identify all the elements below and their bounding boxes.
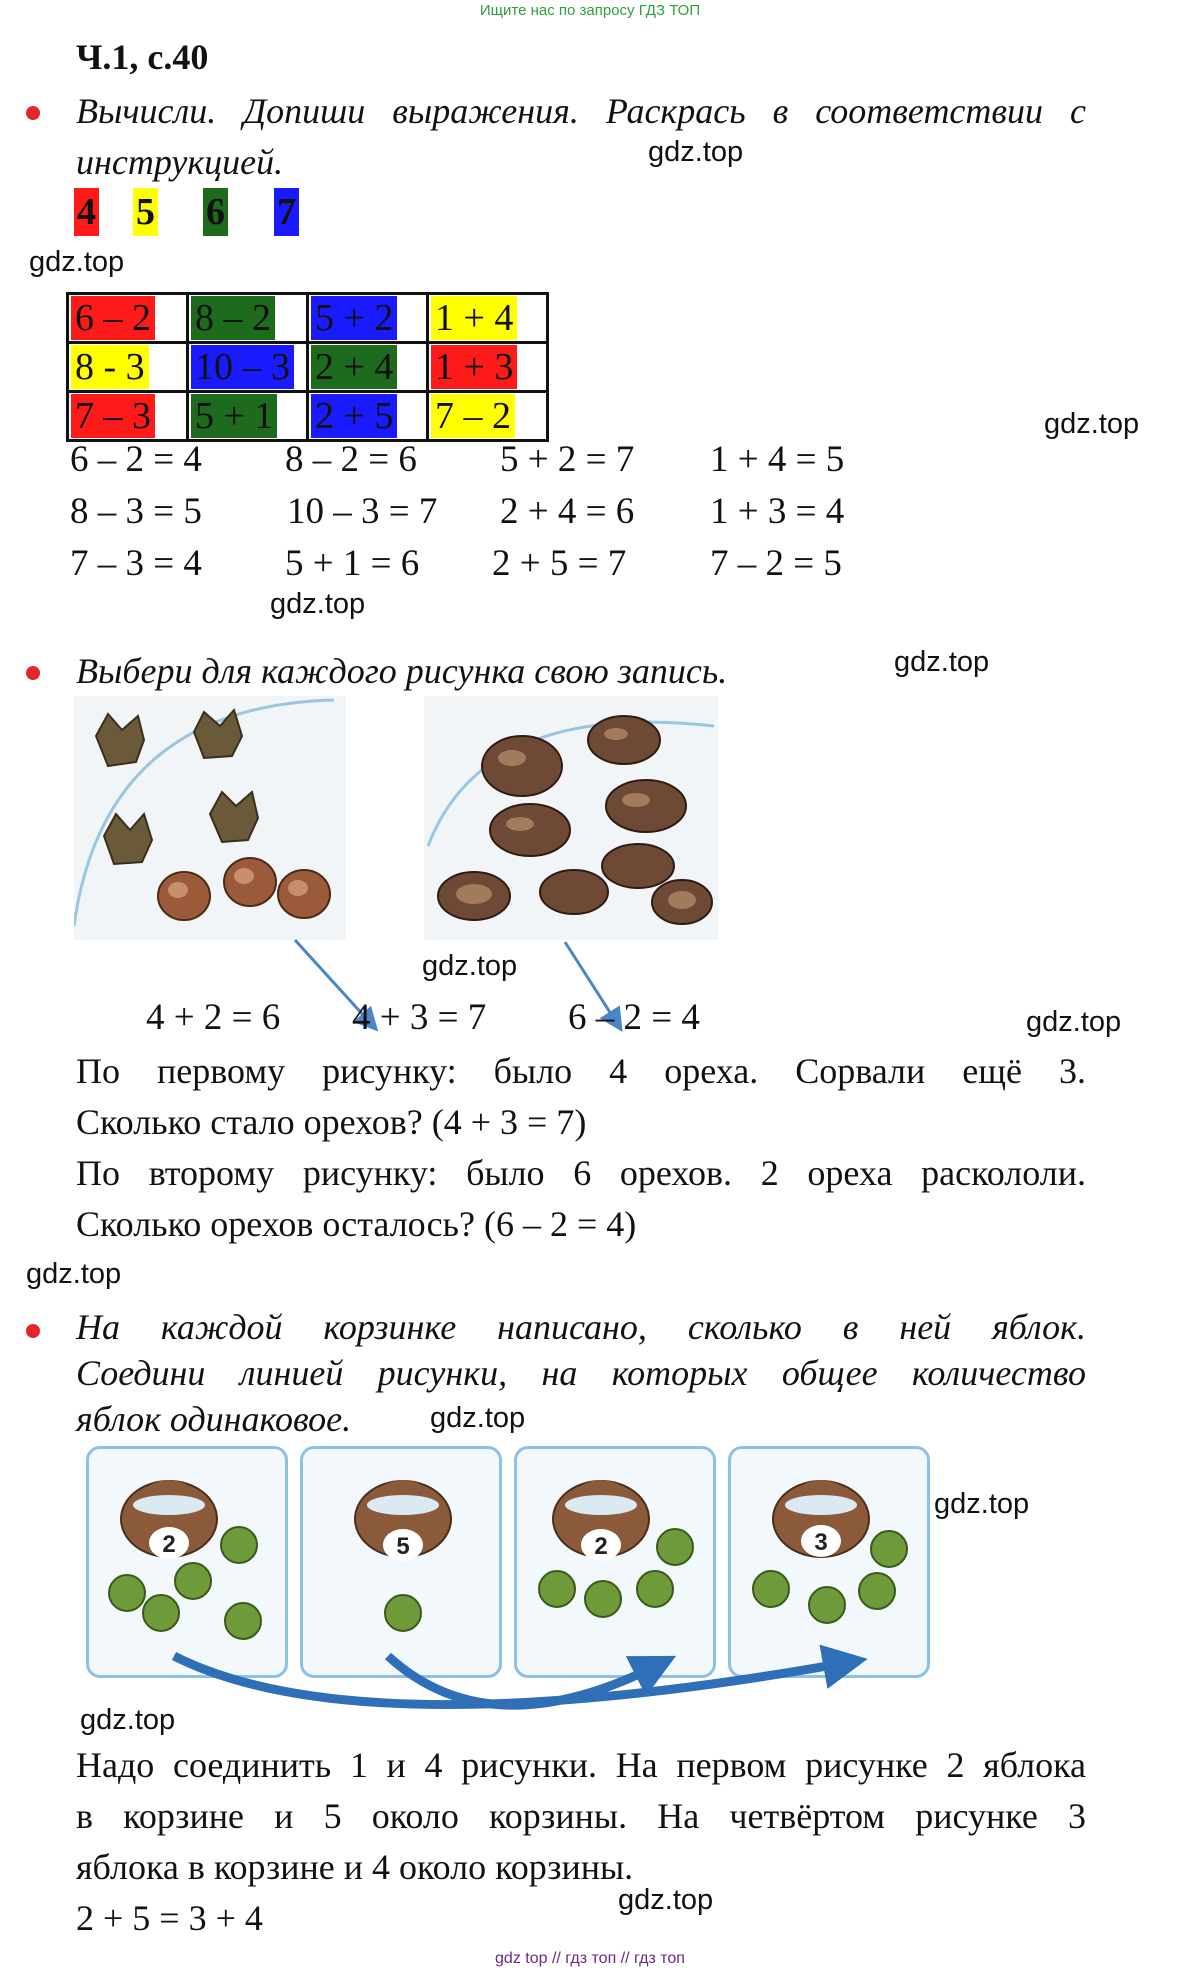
grid-cell (308, 343, 428, 392)
watermark: gdz.top (648, 136, 744, 168)
grid-cell (308, 392, 428, 441)
answer: 5 + 2 = 7 (500, 439, 635, 480)
task1-line1: Вычисли. Допиши выражения. Раскрась в соответствии с (76, 91, 1086, 131)
walnut-picture (424, 696, 718, 940)
answer: 1 + 4 = 5 (710, 439, 845, 480)
legend-chip-red: 4 (74, 188, 99, 236)
legend-chip-blue: 7 (274, 188, 299, 236)
page-title: Ч.1, с.40 (76, 37, 209, 77)
grid-cell (68, 294, 188, 343)
basket-label: 2 (594, 1533, 608, 1560)
grid-cell (428, 343, 548, 392)
task3-line2: Соедини линией рисунки, на которых общее количество (76, 1353, 1086, 1393)
task3-line3: яблок одинаковое. (76, 1399, 352, 1439)
task3-answer-line4: 2 + 5 = 3 + 4 (76, 1898, 263, 1938)
bullet-task2 (26, 666, 40, 680)
task3-line1: На каждой корзинке написано, сколько в ней яблок. (76, 1307, 1086, 1347)
watermark: gdz.top (29, 246, 125, 278)
grid-cell-text: 10 – 3 (191, 345, 294, 389)
watermark: gdz.top (80, 1704, 176, 1736)
task1-line2: инструкцией. (76, 142, 284, 182)
task3-answer-line3: яблока в корзине и 4 около корзины. (76, 1847, 634, 1887)
answer: 10 – 3 = 7 (287, 491, 438, 532)
grid-cell-text: 1 + 3 (431, 345, 517, 389)
grid-cell (68, 392, 188, 441)
top-banner: Ищите нас по запросу ГДЗ ТОП (479, 2, 701, 19)
watermark: gdz.top (934, 1488, 1030, 1520)
grid-cell (428, 294, 548, 343)
expression: 4 + 2 = 6 (146, 997, 281, 1038)
grid-cell (68, 343, 188, 392)
watermark: gdz.top (894, 646, 990, 678)
watermark: gdz.top (618, 1884, 714, 1916)
grid-cell (308, 294, 428, 343)
task2-answer-line3: По второму рисунку: было 6 орехов. 2 ореха раскололи. (76, 1153, 1086, 1193)
task2-answer-line4: Сколько орехов осталось? (6 – 2 = 4) (76, 1204, 637, 1244)
watermark: gdz.top (422, 950, 518, 982)
arrow (174, 1656, 850, 1705)
grid-cell-text: 5 + 2 (311, 296, 397, 340)
grid-cell-text: 7 – 2 (431, 394, 515, 438)
grid-cell (428, 392, 548, 441)
expression: 4 + 3 = 7 (352, 997, 487, 1038)
footer: gdz top // гдз топ // гдз топ (495, 1950, 685, 1967)
task2-answer-line2: Сколько стало орехов? (4 + 3 = 7) (76, 1102, 587, 1142)
watermark: gdz.top (1026, 1006, 1122, 1038)
basket-label: 2 (162, 1531, 176, 1558)
basket-label: 5 (396, 1533, 410, 1560)
grid-cell-text: 2 + 4 (311, 345, 397, 389)
task2-title: Выбери для каждого рисунка свою запись. (76, 651, 728, 691)
expression: 6 – 2 = 4 (568, 997, 700, 1038)
answer: 2 + 5 = 7 (492, 543, 627, 584)
grid-cell (188, 343, 308, 392)
watermark: gdz.top (430, 1402, 526, 1434)
arrows-task3 (160, 1640, 880, 1740)
watermark: gdz.top (1044, 408, 1140, 440)
grid-cell (188, 392, 308, 441)
task3-answer-line1: Надо соединить 1 и 4 рисунки. На первом рисунке 2 яблока (76, 1745, 1086, 1785)
bullet-task3 (26, 1324, 40, 1338)
grid-row (68, 392, 548, 441)
hazelnut-picture (74, 696, 346, 940)
answer: 7 – 3 = 4 (70, 543, 202, 584)
grid-row (68, 294, 548, 343)
expression-grid (66, 292, 549, 442)
grid-cell-text: 8 – 2 (191, 296, 275, 340)
answer: 6 – 2 = 4 (70, 439, 202, 480)
grid-cell-text: 7 – 3 (71, 394, 155, 438)
grid-cell-text: 2 + 5 (311, 394, 397, 438)
answer: 2 + 4 = 6 (500, 491, 635, 532)
bullet-task1 (26, 106, 40, 120)
grid-cell-text: 6 – 2 (71, 296, 155, 340)
watermark: gdz.top (270, 588, 366, 620)
watermark: gdz.top (26, 1258, 122, 1290)
grid-row (68, 343, 548, 392)
answer: 1 + 3 = 4 (710, 491, 845, 532)
legend-chip-yellow: 5 (133, 188, 158, 236)
grid-cell-text: 5 + 1 (191, 394, 277, 438)
answer: 7 – 2 = 5 (710, 543, 842, 584)
answer: 5 + 1 = 6 (285, 543, 420, 584)
grid-cell (188, 294, 308, 343)
answer: 8 – 3 = 5 (70, 491, 202, 532)
task2-answer-line1: По первому рисунку: было 4 ореха. Сорвали ещё 3. (76, 1051, 1086, 1091)
legend-chip-green: 6 (203, 188, 228, 236)
answer: 8 – 2 = 6 (285, 439, 417, 480)
task3-answer-line2: в корзине и 5 около корзины. На четвёртом рисунке 3 (76, 1796, 1086, 1836)
grid-cell-text: 1 + 4 (431, 296, 517, 340)
grid-cell-text: 8 - 3 (71, 345, 149, 389)
basket-label: 3 (814, 1529, 828, 1556)
